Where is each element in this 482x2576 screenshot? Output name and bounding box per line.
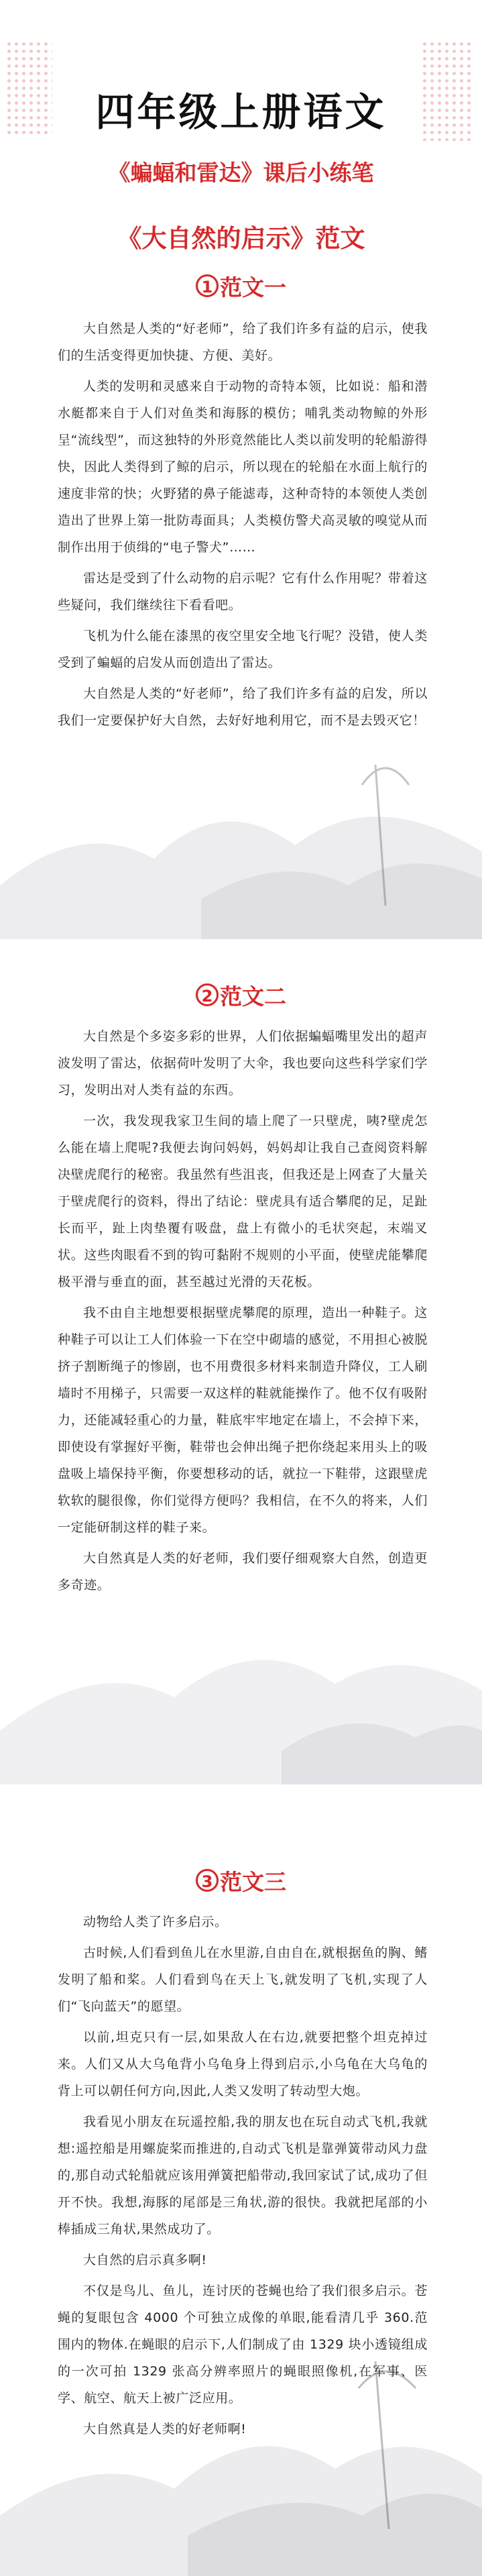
essay-body-3	[58, 1909, 428, 2447]
paragraph: 大自然真是人类的好老师啊!	[83, 2422, 247, 2436]
circled-number-badge: 2	[196, 983, 219, 1006]
paragraph: 雷达是受到了什么动物的启示呢？它有什么作用呢？带着这些疑问，我们继续往下看看吧。	[58, 571, 428, 612]
essay-body-2	[58, 1023, 428, 1603]
paragraph: 大自然的启示真多啊!	[83, 2253, 207, 2267]
essay-body-1	[58, 315, 428, 738]
paragraph: 动物给人类了许多启示。	[83, 1915, 228, 1929]
section-title: 《大自然的启示》范文	[117, 224, 365, 253]
page-title: 四年级上册语文	[95, 89, 387, 135]
paragraph: 大自然是人类的“好老师”，给了我们许多有益的启示，使我们的生活变得更加快捷、方便、美好。	[58, 321, 428, 363]
paragraph: 一次，我发现我家卫生间的墙上爬了一只壁虎，咦?壁虎怎么能在墙上爬呢?我便去询问妈妈，妈妈却让我自己查阅资料解决壁虎爬行的秘密。我虽然有些沮丧，但我还是上网查了大量关于壁虎爬行的资料，得出了结论：壁虎具有适合攀爬的足，足趾长而平，趾上肉垫覆有吸盘，盘上有微小的毛状突起，末端叉状。这些肉眼看不到的钩可黏附不规则的小平面，使壁虎能攀爬极平滑与垂直的面，甚至越过光滑的天花板。	[58, 1114, 428, 1289]
paragraph: 人类的发明和灵感来自于动物的奇特本领，比如说：船和潜水艇都来自于人们对鱼类和海豚的模仿；哺乳类动物鲸的外形呈“流线型”，而这独特的外形竟然能比人类以前发明的轮船游得快，因此人类得到了鲸的启示，所以现在的轮船在水面上航行的速度非常的快；火野猪的鼻子能滤毒，这种奇特的本领使人类创造出了世界上第一批防毒面具；人类模仿警犬高灵敏的嗅觉从而制作出用于侦缉的“电子警犬”……	[58, 379, 428, 555]
variant-heading-2	[0, 979, 482, 1011]
paragraph: 我不由自主地想要根据壁虎攀爬的原理，造出一种鞋子。这种鞋子可以让工人们体验一下在空中砌墙的感觉，不用担心被脱挤子割断绳子的惨剧，也不用费很多材料来制造升降仪，工人刷墙时不用梯子，只需要一双这样的鞋就能操作了。他不仅有吸附力，还能减轻重心的力量，鞋底牢牢地定在墙上，不会掉下来，即使设有掌握好平衡，鞋带也会伸出绳子把你绕起来用头上的吸盘吸上墙保持平衡，你要想移动的话，就拉一下鞋带，这跟壁虎软软的腿很像，你们觉得方便吗？我相信，在不久的将来，人们一定能研制这样的鞋子来。	[58, 1305, 428, 1535]
paragraph: 以前,坦克只有一层,如果敌人在右边,就要把整个坦克掉过来。人们又从大乌龟背小乌龟身上得到启示,小乌龟在大乌龟的背上可以朝任何方向,因此,人类又发明了转动型大炮。	[58, 2030, 428, 2098]
variant-heading-1	[0, 270, 482, 302]
paragraph: 古时候,人们看到鱼儿在水里游,自由自在,就根据鱼的胸、鳍发明了船和桨。人们看到鸟在天上飞,就发明了飞机,实现了人们“飞向蓝天”的愿望。	[58, 1945, 428, 2014]
paragraph: 大自然是个多姿多彩的世界，人们依据蝙蝠嘴里发出的超声波发明了雷达，依据荷叶发明了大伞，我也要向这些科学家们学习，发明出对人类有益的东西。	[58, 1029, 428, 1097]
paragraph: 大自然是人类的“好老师”，给了我们许多有益的启发，所以我们一定要保护好大自然，去好好地利用它，而不是去毁灭它！	[58, 686, 428, 728]
variant-label: 范文三	[220, 1869, 286, 1895]
paragraph: 大自然真是人类的好老师，我们要仔细观察大自然，创造更多奇迹。	[58, 1551, 428, 1593]
circled-number-badge: 1	[196, 274, 219, 297]
circled-number-badge: 3	[196, 1869, 219, 1892]
variant-heading-3	[0, 1865, 482, 1896]
variant-label: 范文一	[220, 274, 286, 301]
page-subtitle: 《蝙蝠和雷达》课后小练笔	[108, 160, 374, 186]
paragraph: 飞机为什么能在漆黑的夜空里安全地飞行呢？没错，使人类受到了蝙蝠的启发从而创造出了雷达。	[58, 629, 428, 670]
paragraph: 我看见小朋友在玩遥控船,我的朋友也在玩自动式飞机,我就想:遥控船是用螺旋桨而推进的,自动式飞机是靠弹簧带动风力盘的,那自动式轮船就应该用弹簧把船带动,我回家试了试,成功了但开不快。我想,海豚的尾部是三角状,游的很快。我就把尾部的小棒插成三角状,果然成功了。	[58, 2114, 428, 2237]
paragraph: 不仅是鸟儿、鱼儿，连讨厌的苍蝇也给了我们很多启示。苍蝇的复眼包含 4000 个可独立成像的单眼,能看清几乎 360.范围内的物体.在蝇眼的启示下,人们制成了由 1329 块小透镜组成的一次可拍 1329 张高分辨率照片的蝇眼照像机,在军事、医学、航空、航天上被广泛应用。	[58, 2284, 428, 2406]
variant-label: 范文二	[220, 983, 286, 1010]
